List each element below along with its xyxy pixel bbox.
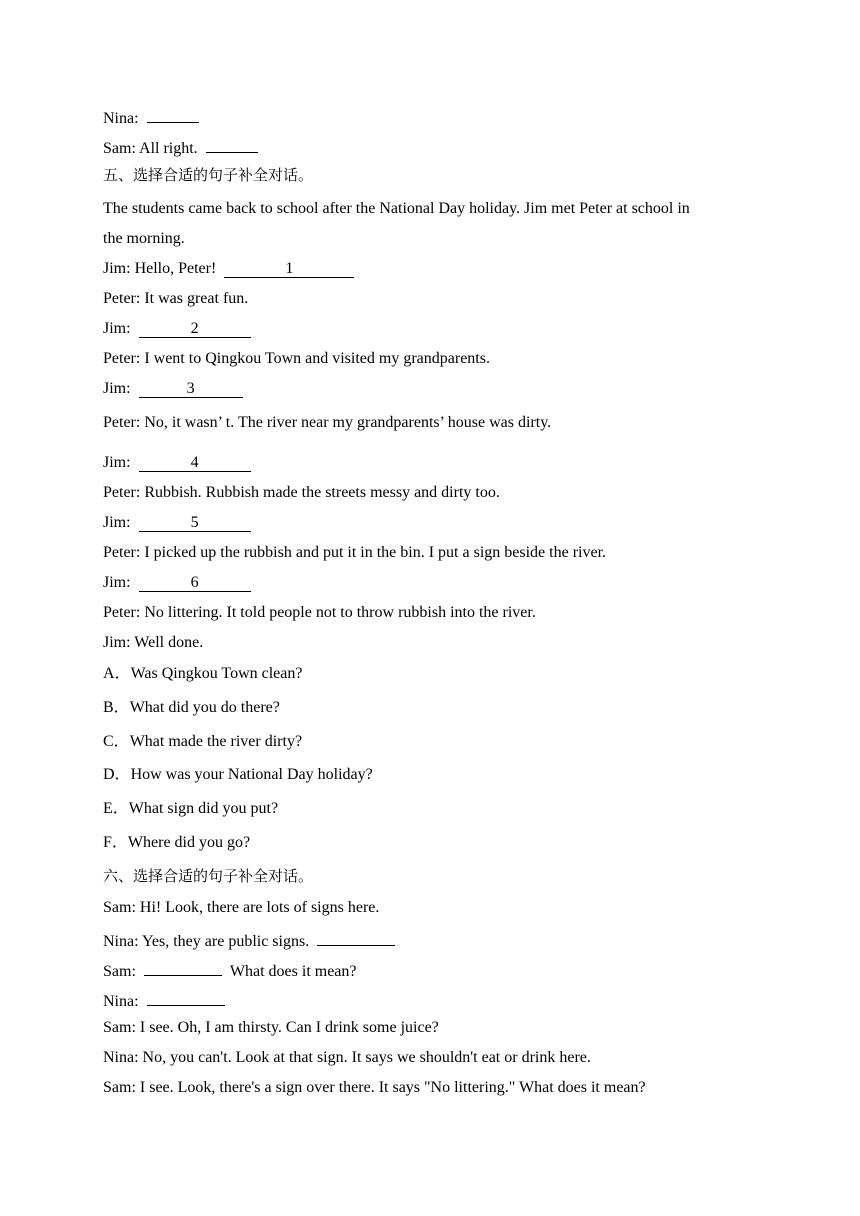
dialogue-line-3: Jim: 2 (103, 319, 251, 339)
s6-line-3: Sam: What does it mean? (103, 958, 357, 982)
dialogue-line-9: Jim: 5 (103, 513, 251, 533)
dialogue-line-8: Peter: Rubbish. Rubbish made the streets messy and dirty too. (103, 484, 500, 501)
option-a: A．Was Qingkou Town clean? (103, 665, 303, 682)
section5-heading: 五、选择合适的句子补全对话。 (103, 166, 314, 184)
s6-line-1: Sam: Hi! Look, there are lots of signs here. (103, 899, 380, 916)
dialogue-line-13: Jim: Well done. (103, 634, 204, 651)
dialogue-line-5: Jim: 3 (103, 379, 243, 399)
answer-blank-4[interactable]: 4 (139, 454, 251, 472)
s6-line-2: Nina: Yes, they are public signs. (103, 928, 395, 952)
section5-intro-2: the morning. (103, 230, 185, 247)
nina-line-top: Nina: (103, 105, 199, 129)
sam-line-top: Sam: All right. (103, 135, 258, 159)
answer-blank-6[interactable]: 6 (139, 574, 251, 592)
option-e: E．What sign did you put? (103, 800, 279, 817)
answer-blank-3[interactable]: 3 (139, 380, 243, 398)
s6-line-6: Nina: No, you can't. Look at that sign. It says we shouldn't eat or drink here. (103, 1049, 591, 1066)
option-f: F．Where did you go? (103, 834, 251, 851)
s6-line-5: Sam: I see. Oh, I am thirsty. Can I drink some juice? (103, 1019, 439, 1036)
answer-blank[interactable] (147, 105, 199, 123)
option-b: B．What did you do there? (103, 699, 280, 716)
section6-heading: 六、选择合适的句子补全对话。 (103, 867, 314, 885)
dialogue-line-2: Peter: It was great fun. (103, 290, 249, 307)
answer-blank-1[interactable]: 1 (224, 260, 354, 278)
dialogue-line-11: Jim: 6 (103, 573, 251, 593)
dialogue-line-10: Peter: I picked up the rubbish and put it in the bin. I put a sign beside the river. (103, 544, 607, 561)
answer-blank-2[interactable]: 2 (139, 320, 251, 338)
answer-blank[interactable] (206, 135, 258, 153)
section5-intro-1: The students came back to school after the National Day holiday. Jim met Peter at school in (103, 200, 690, 217)
answer-blank[interactable] (317, 928, 395, 946)
dialogue-line-6: Peter: No, it wasn’ t. The river near my grandparents’ house was dirty. (103, 414, 552, 431)
option-c: C．What made the river dirty? (103, 733, 303, 750)
answer-blank[interactable] (147, 988, 225, 1006)
dialogue-line-4: Peter: I went to Qingkou Town and visited my grandparents. (103, 350, 490, 367)
dialogue-line-1: Jim: Hello, Peter! 1 (103, 259, 354, 279)
s6-line-7: Sam: I see. Look, there's a sign over there. It says "No littering." What does it mean? (103, 1079, 646, 1096)
option-d: D．How was your National Day holiday? (103, 766, 373, 783)
answer-blank[interactable] (144, 958, 222, 976)
s6-line-4: Nina: (103, 988, 225, 1012)
answer-blank-5[interactable]: 5 (139, 514, 251, 532)
dialogue-line-7: Jim: 4 (103, 453, 251, 473)
dialogue-line-12: Peter: No littering. It told people not to throw rubbish into the river. (103, 604, 536, 621)
